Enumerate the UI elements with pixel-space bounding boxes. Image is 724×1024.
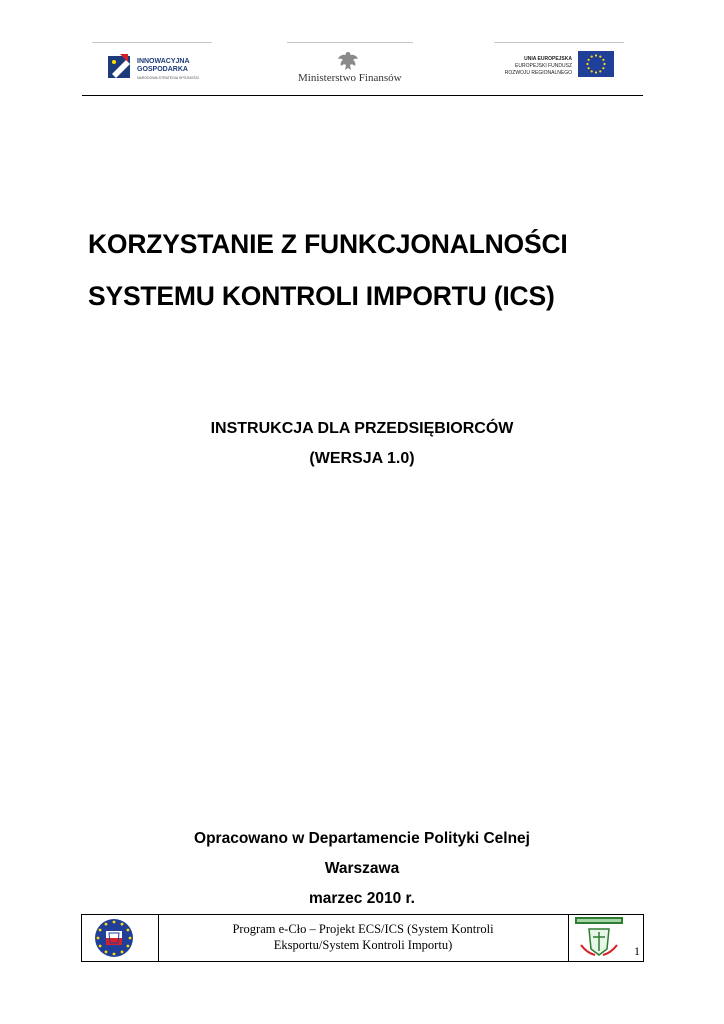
innowacyjna-gospodarka-logo bbox=[92, 38, 214, 94]
ministry-name: Ministerstwo Finansów bbox=[298, 72, 402, 84]
logo-line: INNOWACYJNA bbox=[137, 58, 190, 65]
program-line: Program e-Cło – Projekt ECS/ICS (System Kontroli bbox=[232, 922, 494, 936]
footer-right-cell bbox=[568, 915, 644, 961]
logo-line: ROZWOJU REGIONALNEGO bbox=[504, 70, 572, 76]
title-line: SYSTEMU KONTROLI IMPORTU (ICS) bbox=[88, 281, 555, 311]
eu-seal-icon bbox=[94, 918, 134, 958]
publication-info bbox=[0, 824, 724, 914]
page-number: 1 bbox=[634, 944, 640, 958]
document-subtitle bbox=[0, 414, 724, 474]
ministry-of-finance-logo bbox=[285, 38, 415, 94]
logo-subline: NARODOWA STRATEGIA SPÓJNOŚCI bbox=[137, 76, 200, 80]
innowacyjna-gospodarka-icon bbox=[108, 54, 134, 80]
eu-fund-logo bbox=[494, 38, 624, 94]
logo-line: EUROPEJSKI FUNDUSZ bbox=[515, 63, 572, 69]
prepared-by: Opracowano w Departamencie Polityki Celnej bbox=[194, 830, 530, 847]
polish-eagle-icon bbox=[336, 50, 360, 72]
program-line: Eksportu/System Kontroli Importu) bbox=[273, 938, 453, 952]
title-line: KORZYSTANIE Z FUNKCJONALNOŚCI bbox=[88, 229, 568, 259]
header-divider bbox=[82, 95, 643, 96]
city: Warszawa bbox=[324, 860, 400, 877]
logo-line: UNIA EUROPEJSKA bbox=[524, 56, 572, 62]
customs-service-logo bbox=[573, 917, 625, 959]
publication-date: marzec 2010 r. bbox=[308, 890, 415, 907]
document-title bbox=[88, 218, 568, 322]
logo-line: GOSPODARKA bbox=[137, 66, 188, 73]
version-label: (WERSJA 1.0) bbox=[309, 450, 415, 467]
footer-left-cell bbox=[82, 915, 159, 961]
eu-flag-icon bbox=[578, 51, 614, 77]
page-footer bbox=[81, 914, 644, 962]
subtitle-line: INSTRUKCJA DLA PRZEDSIĘBIORCÓW bbox=[210, 420, 514, 437]
header-logos bbox=[82, 38, 642, 94]
